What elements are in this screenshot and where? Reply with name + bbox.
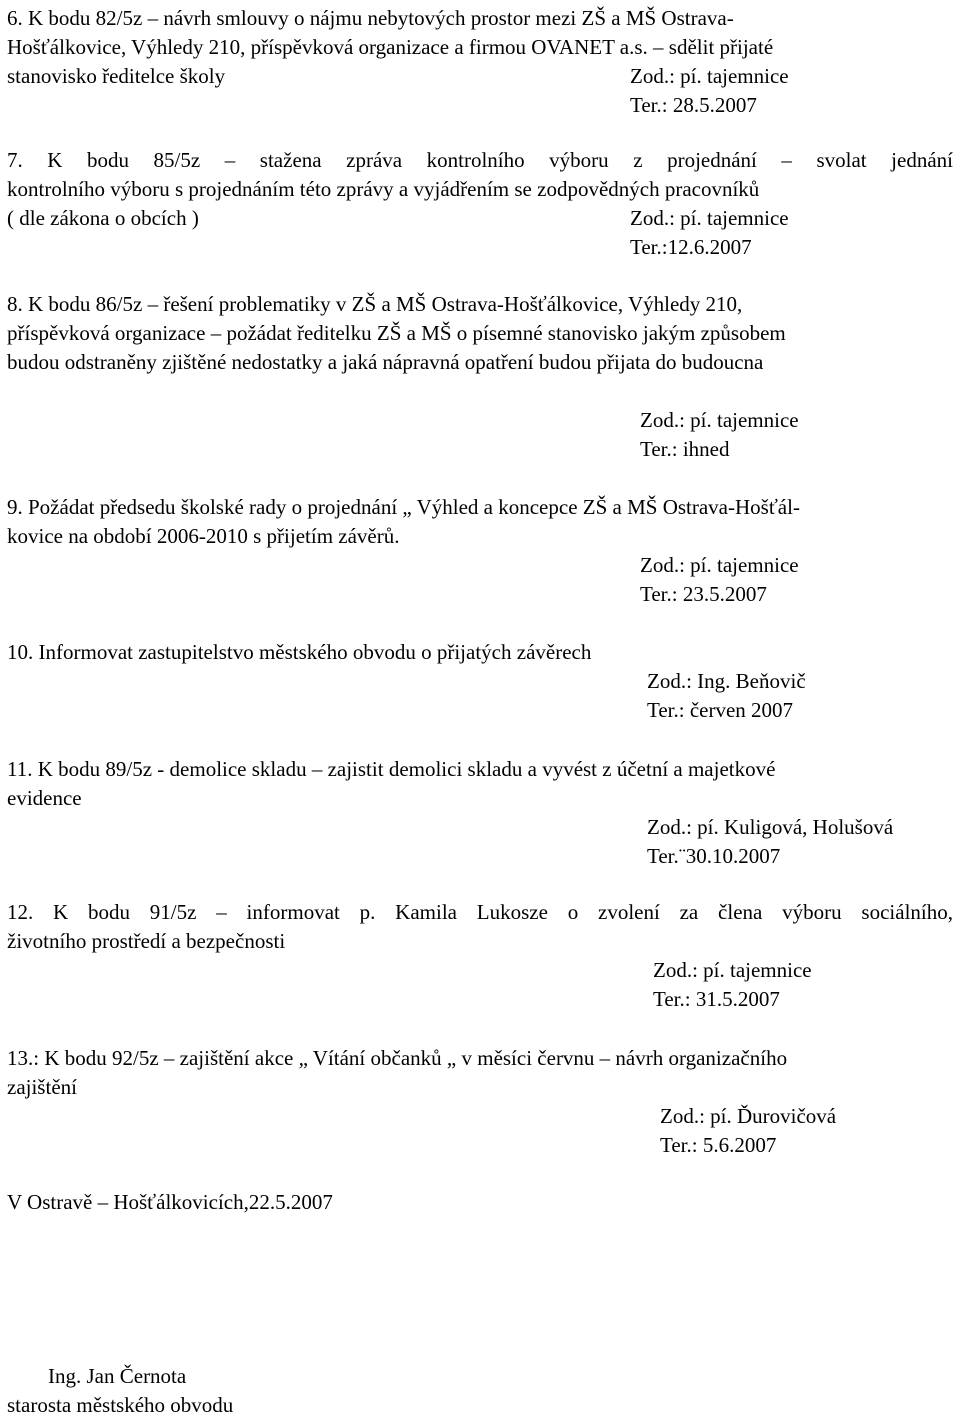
item-7-line-3: ( dle zákona o obcích ): [7, 206, 199, 230]
item-10-responsible: Zod.: Ing. Beňovič: [647, 669, 806, 693]
item-13-line-2: zajištění: [7, 1075, 77, 1099]
item-6-line-2: Hošťálkovice, Výhledy 210, příspěvková organizace a firmou OVANET a.s. – sdělit přijaté: [7, 35, 774, 59]
item-9-responsible: Zod.: pí. tajemnice: [640, 553, 799, 577]
item-13-line-1: 13.: K bodu 92/5z – zajištění akce „ Vítání občanků „ v měsíci červnu – návrh organizačního: [7, 1046, 788, 1070]
signer-title: starosta městského obvodu: [7, 1393, 234, 1417]
item-7-responsible: Zod.: pí. tajemnice: [630, 206, 789, 230]
signer-name: Ing. Jan Černota: [48, 1364, 187, 1388]
item-9-deadline: Ter.: 23.5.2007: [640, 582, 767, 606]
item-8-line-3: budou odstraněny zjištěné nedostatky a jaká nápravná opatření budou přijata do budoucna: [7, 350, 764, 374]
item-9-line-1: 9. Požádat předsedu školské rady o projednání „ Výhled a koncepce ZŠ a MŠ Ostrava-Hošťál-: [7, 495, 800, 519]
item-8-deadline: Ter.: ihned: [640, 437, 730, 461]
item-11-deadline: Ter.¨30.10.2007: [647, 844, 781, 868]
item-7-deadline: Ter.:12.6.2007: [630, 235, 752, 259]
item-10-line-1: 10. Informovat zastupitelstvo městského obvodu o přijatých závěrech: [7, 640, 592, 664]
item-8-line-2: příspěvková organizace – požádat ředitelku ZŠ a MŠ o písemné stanovisko jakým způsobem: [7, 321, 786, 345]
item-6-line-3: stanovisko ředitelce školy: [7, 64, 226, 88]
item-13-deadline: Ter.: 5.6.2007: [660, 1133, 777, 1157]
item-12-deadline: Ter.: 31.5.2007: [653, 987, 780, 1011]
item-8-line-1: 8. K bodu 86/5z – řešení problematiky v ZŠ a MŠ Ostrava-Hošťálkovice, Výhledy 210,: [7, 292, 743, 316]
item-11-line-2: evidence: [7, 786, 82, 810]
item-6-responsible: Zod.: pí. tajemnice: [630, 64, 789, 88]
item-12-line-1: 12. K bodu 91/5z – informovat p. Kamila Lukosze o zvolení za člena výboru sociálního,: [7, 900, 953, 924]
place-and-date: V Ostravě – Hošťálkovicích,22.5.2007: [7, 1190, 333, 1214]
item-13-responsible: Zod.: pí. Ďurovičová: [660, 1104, 837, 1128]
item-8-responsible: Zod.: pí. tajemnice: [640, 408, 799, 432]
item-9-line-2: kovice na období 2006-2010 s přijetím závěrů.: [7, 524, 400, 548]
item-7-line-1: 7. K bodu 85/5z – stažena zpráva kontrolního výboru z projednání – svolat jednání: [7, 148, 953, 172]
item-11-line-1: 11. K bodu 89/5z - demolice skladu – zajistit demolici skladu a vyvést z účetní a majetkové: [7, 757, 776, 781]
item-7-line-2: kontrolního výboru s projednáním této zprávy a vyjádřením se zodpovědných pracovníků: [7, 177, 760, 201]
item-6-deadline: Ter.: 28.5.2007: [630, 93, 757, 117]
item-12-responsible: Zod.: pí. tajemnice: [653, 958, 812, 982]
item-6-line-1: 6. K bodu 82/5z – návrh smlouvy o nájmu nebytových prostor mezi ZŠ a MŠ Ostrava-: [7, 6, 734, 30]
item-10-deadline: Ter.: červen 2007: [647, 698, 794, 722]
item-12-line-2: životního prostředí a bezpečnosti: [7, 929, 286, 953]
item-11-responsible: Zod.: pí. Kuligová, Holušová: [647, 815, 894, 839]
